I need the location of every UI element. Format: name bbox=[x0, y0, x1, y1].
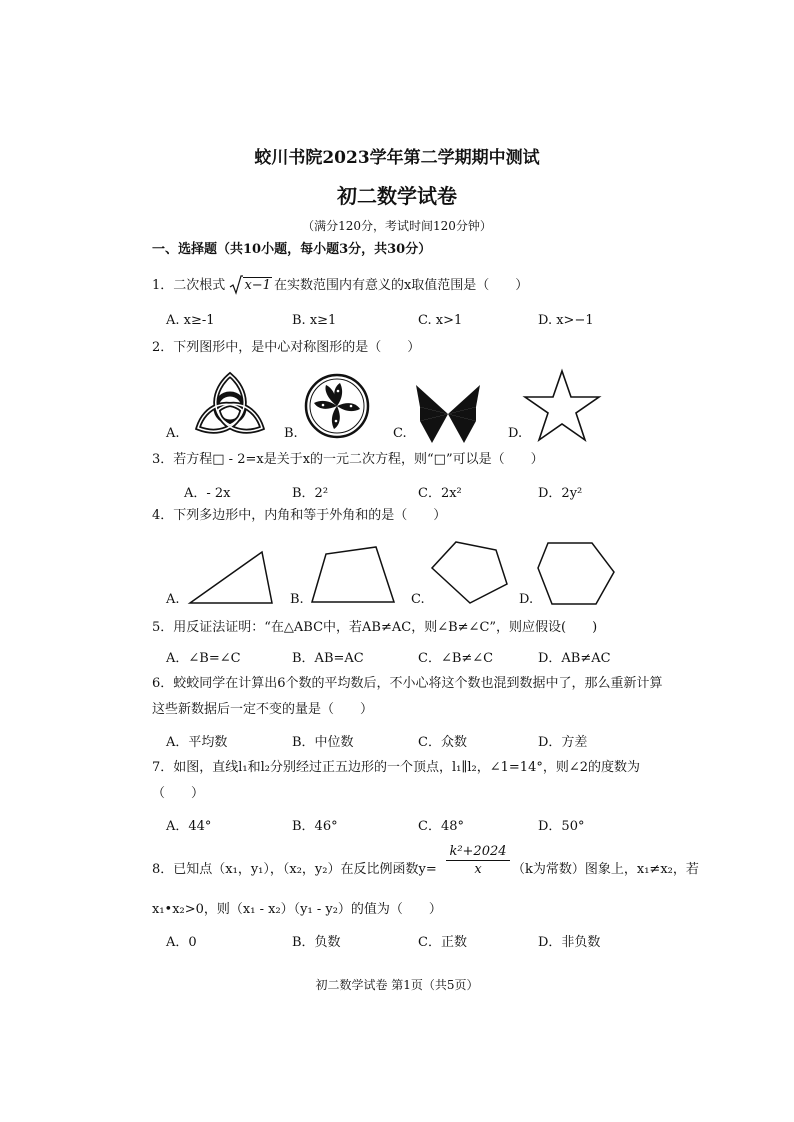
q8-denominator: x bbox=[474, 862, 482, 877]
question-2: 2．下列图形中，是中心对称图形的是（ ） bbox=[152, 340, 421, 355]
q6-option-d[interactable]: D．方差 bbox=[538, 735, 588, 750]
q8-option-c[interactable]: C．正数 bbox=[418, 935, 467, 950]
question-8-line-2: x₁•x₂>0，则（x₁ - x₂）（y₁ - y₂）的值为（ ） bbox=[152, 902, 442, 917]
five-point-star-figure bbox=[522, 368, 602, 444]
q3-option-d[interactable]: D．2y² bbox=[538, 486, 583, 501]
q4-label-a[interactable]: A. bbox=[166, 592, 180, 607]
question-7-line-2: （ ） bbox=[152, 786, 205, 801]
pentagon-figure bbox=[428, 538, 510, 606]
exam-title: 蛟川书院2023学年第二学期期中测试 bbox=[254, 148, 540, 168]
q1-option-a[interactable]: A. x≥-1 bbox=[166, 313, 215, 328]
q6-option-c[interactable]: C．众数 bbox=[418, 735, 467, 750]
q7-option-d[interactable]: D．50° bbox=[538, 819, 585, 834]
q1-text-after: 在实数范围内有意义的x取值范围是（ ） bbox=[273, 278, 529, 293]
triangle-figure bbox=[186, 548, 276, 606]
q3-option-b[interactable]: B．2² bbox=[292, 486, 329, 501]
question-5: 5．用反证法证明：“在△ABC中，若AB≠AC，则∠B≠∠C”，则应假设( ) bbox=[152, 620, 598, 635]
q5-option-b[interactable]: B．AB=AC bbox=[292, 651, 364, 666]
q8-numerator: k²+2024 bbox=[446, 844, 510, 861]
hexagon-figure bbox=[534, 538, 618, 608]
q1-option-d[interactable]: D. x>−1 bbox=[538, 313, 594, 328]
q2-label-c[interactable]: C. bbox=[393, 426, 407, 441]
question-1 bbox=[152, 278, 528, 294]
q1-text-before: 二次根式 bbox=[173, 278, 226, 293]
q4-label-c[interactable]: C. bbox=[411, 592, 425, 607]
q8-option-b[interactable]: B．负数 bbox=[292, 935, 341, 950]
q4-label-b[interactable]: B. bbox=[290, 592, 304, 607]
exam-subtitle: 初二数学试卷 bbox=[337, 184, 457, 208]
q6-option-b[interactable]: B．中位数 bbox=[292, 735, 354, 750]
q7-option-a[interactable]: A．44° bbox=[166, 819, 212, 834]
q6-option-a[interactable]: A．平均数 bbox=[166, 735, 228, 750]
q7-option-b[interactable]: B．46° bbox=[292, 819, 338, 834]
quadrilateral-figure bbox=[308, 544, 398, 606]
question-8-text-after: （k为常数）图象上，x₁≠x₂，若 bbox=[512, 862, 699, 877]
q8-fraction bbox=[446, 844, 510, 877]
q4-label-d[interactable]: D. bbox=[519, 592, 534, 607]
question-3: 3．若方程□ - 2=x是关于x的一元二次方程，则“□”可以是（ ） bbox=[152, 452, 544, 467]
question-8-text-before: 8．已知点（x₁，y₁），（x₂，y₂）在反比例函数y= bbox=[152, 862, 437, 877]
radical-sign-icon bbox=[229, 275, 243, 295]
page-footer: 初二数学试卷 第1页（共5页） bbox=[315, 978, 479, 992]
question-4: 4．下列多边形中，内角和等于外角和的是（ ） bbox=[152, 508, 447, 523]
q3-option-a[interactable]: A．- 2x bbox=[184, 486, 231, 501]
q5-option-a[interactable]: A．∠B=∠C bbox=[166, 651, 241, 666]
question-7-line-1: 7．如图，直线l₁和l₂分别经过正五边形的一个顶点，l₁∥l₂，∠1=14°，则∠2的度数为 bbox=[152, 760, 641, 775]
q3-option-c[interactable]: C．2x² bbox=[418, 486, 462, 501]
q1-radicand: x−1 bbox=[244, 278, 271, 293]
q8-option-d[interactable]: D．非负数 bbox=[538, 935, 601, 950]
exam-note: （满分120分，考试时间120分钟） bbox=[302, 219, 492, 233]
q1-option-b[interactable]: B. x≥1 bbox=[292, 313, 337, 328]
q8-option-a[interactable]: A．0 bbox=[166, 935, 197, 950]
q2-label-b[interactable]: B. bbox=[284, 426, 298, 441]
q1-number: 1． bbox=[152, 278, 174, 293]
bauhinia-emblem-figure bbox=[304, 373, 370, 439]
q1-option-c[interactable]: C. x>1 bbox=[418, 313, 463, 328]
question-6-line-1: 6．蛟蛟同学在计算出6个数的平均数后，不小心将这个数也混到数据中了，那么重新计算 bbox=[152, 676, 663, 691]
q2-label-d[interactable]: D. bbox=[508, 426, 523, 441]
triquetra-figure bbox=[190, 370, 270, 440]
question-6-line-2: 这些新数据后一定不变的量是（ ） bbox=[152, 702, 374, 717]
q2-label-a[interactable]: A. bbox=[166, 426, 180, 441]
q7-option-c[interactable]: C．48° bbox=[418, 819, 464, 834]
q5-option-c[interactable]: C．∠B≠∠C bbox=[418, 651, 494, 666]
q5-option-d[interactable]: D．AB≠AC bbox=[538, 651, 611, 666]
section-heading: 一、选择题（共10小题，每小题3分，共30分） bbox=[152, 242, 432, 257]
q1-radical bbox=[231, 278, 272, 294]
four-rhombus-figure bbox=[410, 383, 486, 445]
